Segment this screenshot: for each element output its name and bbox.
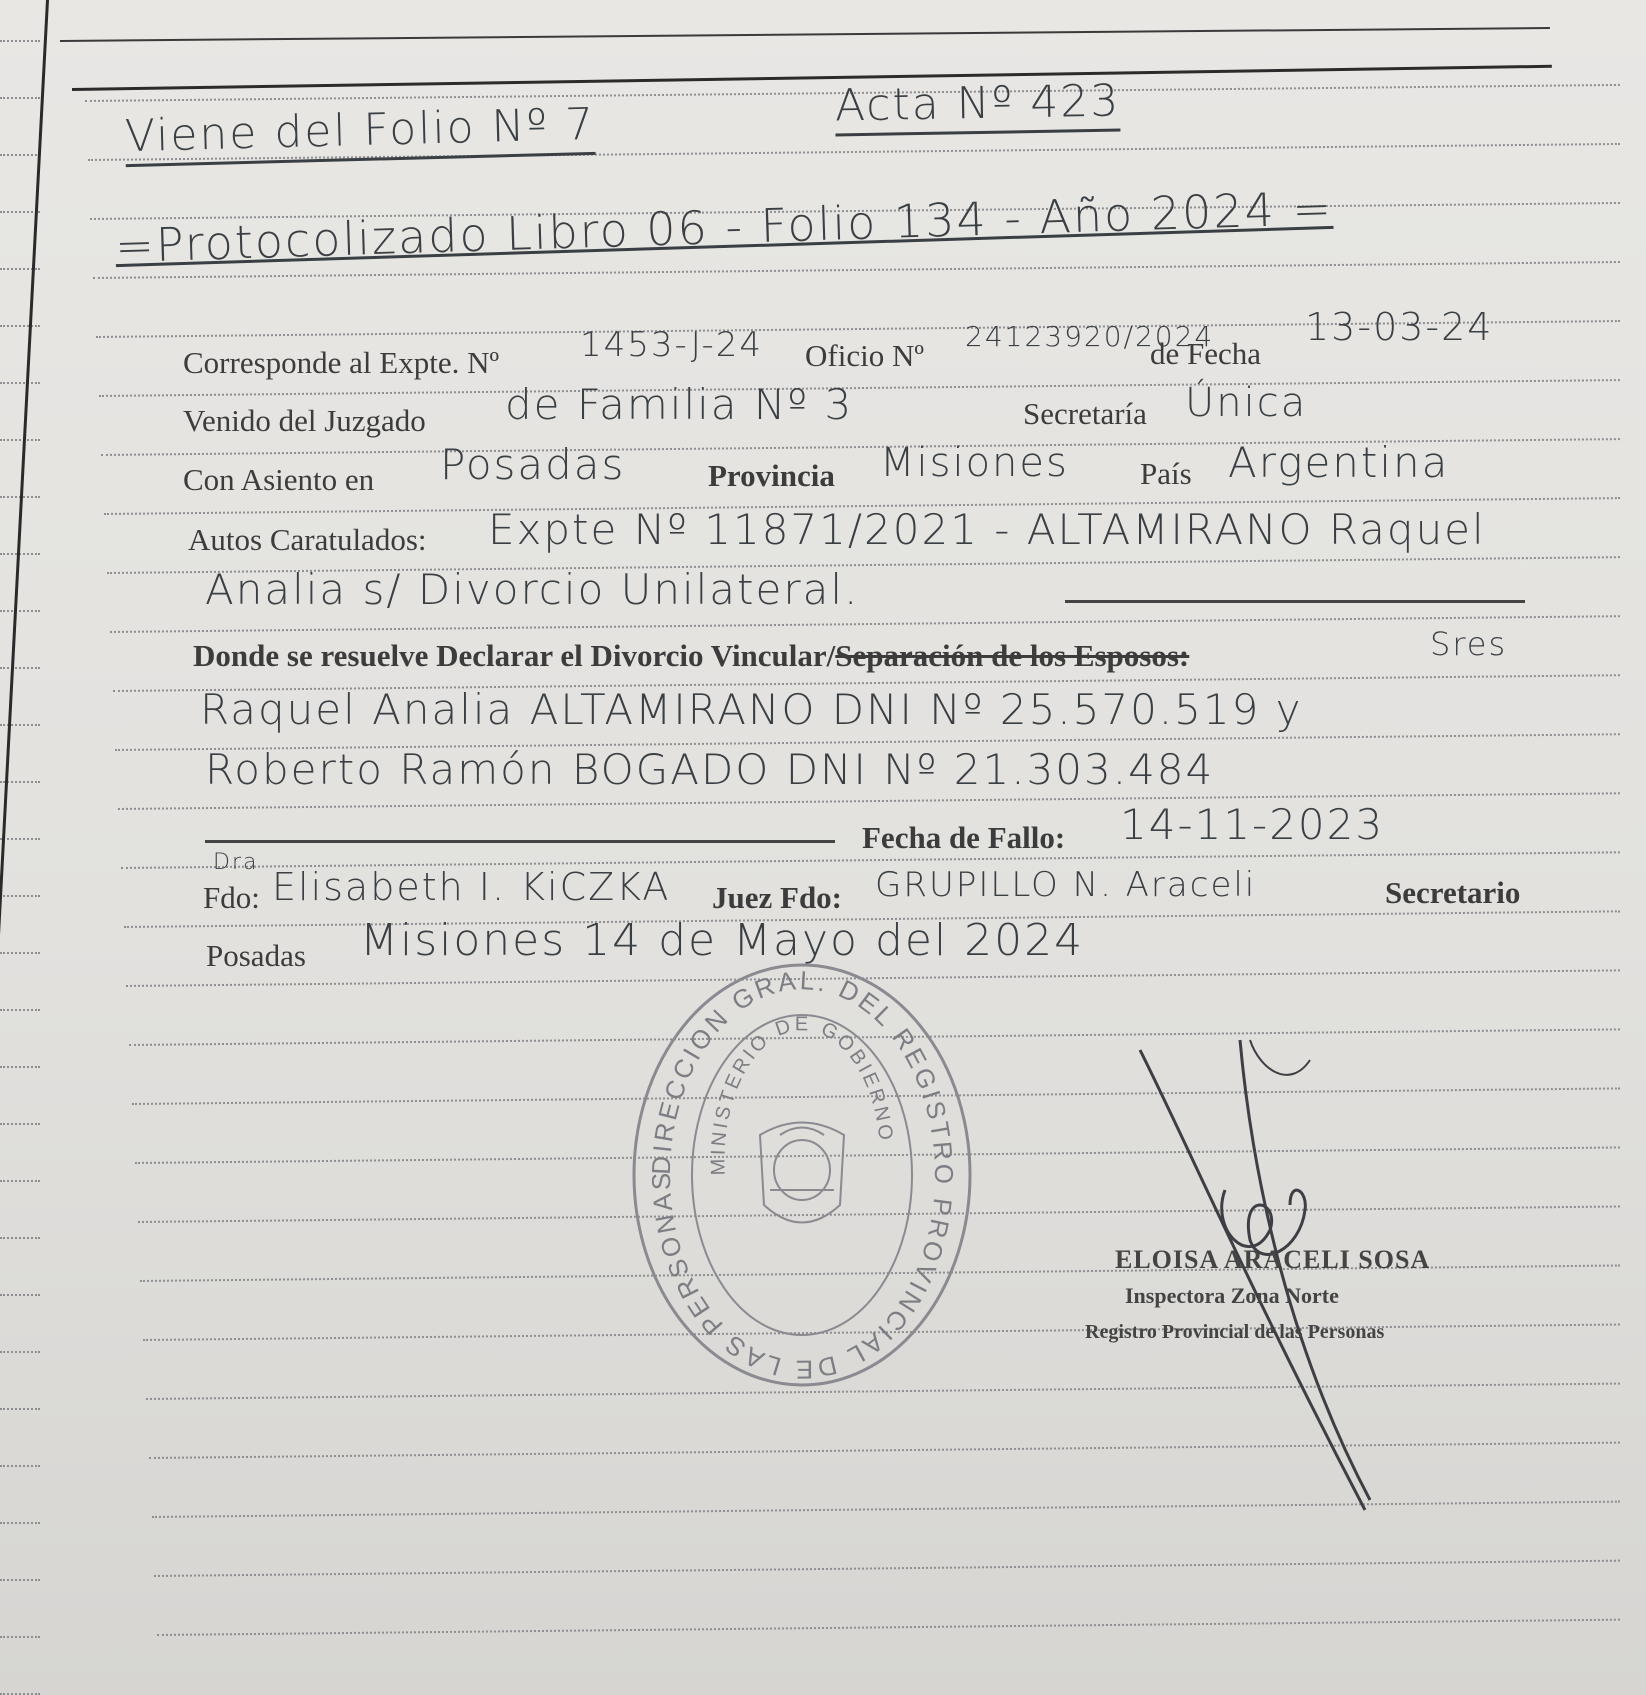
juez-label: Juez Fdo: (712, 880, 843, 915)
fecha-value: 13-03-24 (1305, 305, 1494, 349)
resuelve-text: Donde se resuelve Declarar el Divorcio Vincular/ (193, 638, 836, 673)
margin-dotted-line (0, 1237, 40, 1239)
parte-1: Raquel Analia ALTAMIRANO DNI Nº 25.570.519 y (200, 685, 1303, 734)
margin-dotted-line (0, 610, 40, 612)
fecha-label: de Fecha (1150, 336, 1262, 371)
lugar-value: Misiones 14 de Mayo del 2024 (360, 915, 1085, 966)
margin-dotted-line (0, 382, 40, 384)
protocolizado: =Protocolizado Libro 06 - Folio 134 - Año 2024 = (114, 180, 1334, 274)
acta-number: Acta Nº 423 (835, 76, 1121, 137)
margin-dotted-line (0, 154, 40, 156)
provincia-label: Provincia (708, 458, 835, 493)
margin-dotted-line (0, 1180, 40, 1182)
margin-dotted-line (0, 1009, 40, 1011)
dra-label: Dra (213, 850, 259, 875)
margin-dotted-line (0, 1465, 40, 1467)
margin-dotted-line (0, 1522, 40, 1524)
ruled-dotted-line (110, 615, 1620, 633)
secretario-label: Secretario (1385, 875, 1521, 910)
parte-2: Roberto Ramón BOGADO DNI Nº 21.303.484 (205, 745, 1215, 794)
svg-text:MINISTERIO DE GOBIERNO (707, 1013, 897, 1175)
fallo-value: 14-11-2023 (1120, 800, 1385, 849)
juzgado-label: Venido del Juzgado (183, 403, 426, 438)
asiento-value: Posadas (440, 440, 626, 489)
official-seal (630, 960, 975, 1390)
pais-label: País (1140, 456, 1192, 491)
viene-folio: Viene del Folio Nº 7 (124, 99, 596, 167)
juez-value: Elisabeth I. KiCZKA (272, 865, 671, 909)
autos-value-1: Expte Nº 11871/2021 - ALTAMIRANO Raquel (488, 505, 1486, 554)
coat-of-arms-icon (760, 1123, 844, 1223)
margin-dotted-line (0, 325, 40, 327)
signer-name: ELOISA ARACELI SOSA (1115, 1245, 1431, 1274)
asiento-label: Con Asiento en (183, 462, 375, 497)
lugar-label: Posadas (206, 938, 306, 973)
resuelve-label (193, 638, 1189, 674)
ruled-dotted-line (154, 1560, 1620, 1577)
secretaria-value: Única (1185, 380, 1308, 426)
seal-outer-text: DIRECCION GRAL. DEL REGISTRO PROVINCIAL DE LAS PERSONAS (645, 964, 960, 1385)
secretario-value: GRUPILLO N. Araceli (875, 865, 1257, 905)
margin-dotted-line (0, 1408, 40, 1410)
margin-dotted-line (0, 1294, 40, 1296)
secretaria-label: Secretaría (1023, 396, 1147, 431)
resuelve-struck: Separación de los Esposos: (835, 638, 1190, 673)
margin-dotted-line (0, 1351, 40, 1353)
ruled-dotted-line (118, 792, 1620, 810)
margin-dotted-line (0, 952, 40, 954)
fallo-label: Fecha de Fallo: (862, 820, 1066, 855)
pais-value: Argentina (1228, 438, 1450, 487)
seal-inner-text: MINISTERIO DE GOBIERNO (707, 1013, 897, 1176)
resuelve-value: Sres (1430, 625, 1508, 663)
margin-dotted-line (0, 895, 40, 897)
margin-line (0, 0, 49, 1695)
signer-office: Registro Provincial de las Personas (1085, 1321, 1385, 1343)
margin-dotted-line (0, 97, 40, 99)
fill-line (1065, 600, 1525, 603)
oficio-value: 24123920/2024 (965, 320, 1215, 353)
expte-value: 1453-J-24 (580, 325, 764, 365)
juzgado-value: de Familia Nº 3 (505, 380, 854, 429)
provincia-value: Misiones (880, 440, 1069, 486)
margin-dotted-line (0, 1066, 40, 1068)
fdo-label: Fdo: (203, 880, 260, 915)
margin-dotted-line (0, 667, 40, 669)
autos-value-2: Analia s/ Divorcio Unilateral. (205, 565, 860, 614)
expte-label: Corresponde al Expte. Nº (183, 345, 500, 380)
margin-dotted-line (0, 1579, 40, 1581)
margin-dotted-line (0, 439, 40, 441)
margin-dotted-line (0, 838, 40, 840)
fill-line (205, 840, 835, 843)
oficio-label: Oficio Nº (805, 338, 924, 373)
margin-dotted-line (0, 40, 40, 42)
margin-dotted-line (0, 724, 40, 726)
margin-dotted-line (0, 1123, 40, 1125)
signer-title: Inspectora Zona Norte (1125, 1283, 1339, 1308)
margin-dotted-line (0, 1636, 40, 1638)
ruled-dotted-line (157, 1619, 1620, 1636)
top-rule (60, 27, 1550, 42)
ruled-dotted-line (99, 379, 1620, 397)
autos-label: Autos Caratulados: (188, 522, 427, 557)
